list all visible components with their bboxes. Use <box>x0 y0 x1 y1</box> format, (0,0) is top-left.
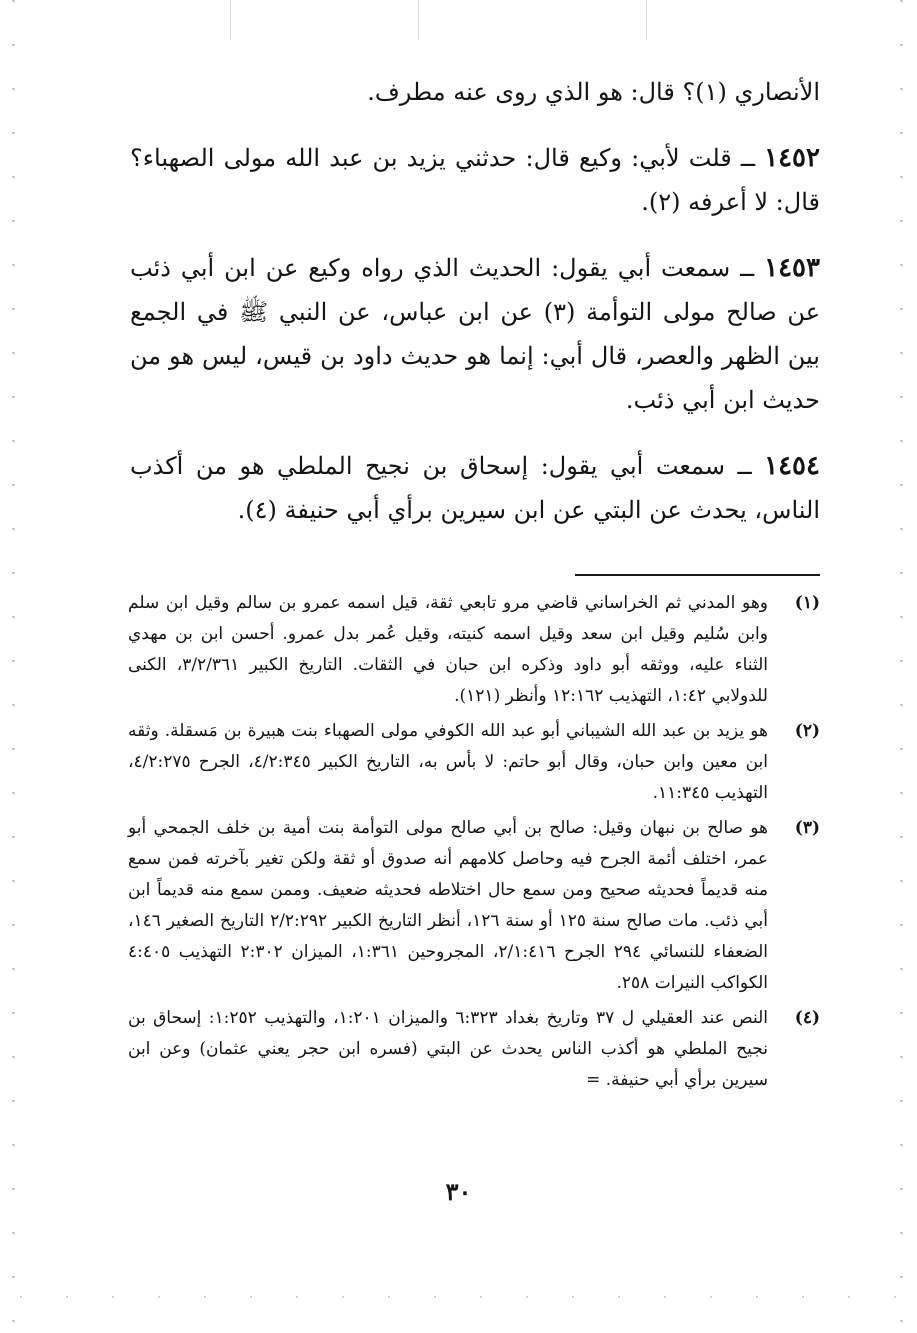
main-text <box>130 70 820 554</box>
entry-number: ١٤٥٣ <box>764 253 820 283</box>
footnote-mark: (١) <box>794 593 820 613</box>
footnote-mark: (٢) <box>794 721 820 741</box>
footnote-text: هو صالح بن نبهان وقيل: صالح بن أبي صالح مولى التوأمة بنت أمية بن خلف الجمحي أبو عمر، اختلف أئمة الجرح فيه وحاصل كلامهم أنه صدوق أو ثقة ولكن تغير بآخرته فمن سمع منه قديماً فحديثه صحيح ومن سمع حال اختلاطه فحديثه ضعيف. وممن سمع منه قديماً ابن أبي ذئب. مات صالح سنة ١٢٥ أو سنة ١٢٦، أنظر التاريخ الكبير ٢/٢:٢٩٢ التاريخ الصغير ١٤٦، الضعفاء للنسائي ٢٩٤ الجرح ٢/١:٤١٦، المجروحين ١:٣٦١، الميزان ٢:٣٠٢ التهذيب ٤:٤٠٥ الكواكب النيرات ٢٥٨. <box>128 818 769 993</box>
footnote-1 <box>128 588 820 712</box>
footnote-mark: (٣) <box>794 818 820 838</box>
footnote-2 <box>128 716 820 809</box>
footnote-text: هو يزيد بن عبد الله الشيباني أبو عبد الله الكوفي مولى الصهباء بنت هبيرة بن مَسقلة. وثقه ابن معين وابن حبان، وقال أبو حاتم: لا بأس به، التاريخ الكبير ٤/٢:٣٤٥، الجرح ٤/٢:٢٧٥، التهذيب ١١:٣٤٥. <box>128 721 768 803</box>
footnote-divider <box>575 574 820 576</box>
entry-1452 <box>130 136 820 224</box>
footnotes <box>128 588 820 1100</box>
entry-text: سمعت أبي يقول: إسحاق بن نجيح الملطي هو من أكذب الناس، يحدث عن البتي عن ابن سيرين برأي أبي حنيفة (٤). <box>130 452 820 524</box>
entry-number: ١٤٥٢ <box>764 143 820 173</box>
entry-1453 <box>130 246 820 422</box>
footnote-4 <box>128 1003 820 1096</box>
footnote-mark: (٤) <box>794 1008 820 1028</box>
footnote-3 <box>128 813 820 999</box>
entry-dash: ــ <box>740 254 755 282</box>
entry-text: سمعت أبي يقول: الحديث الذي رواه وكيع عن ابن أبي ذئب عن صالح مولى التوأمة (٣) عن ابن عباس، عن النبي ﷺ في الجمع بين الظهر والعصر، قال أبي: إنما هو حديث داود بن قيس، ليس هو من حديث ابن أبي ذئب. <box>130 254 821 414</box>
footnote-text: النص عند العقيلي ل ٣٧ وتاريخ بغداد ٦:٣٢٣ والميزان ١:٢٠١، والتهذيب ١:٢٥٢: إسحاق بن نجيح الملطي هو أكذب الناس يحدث عن البتي (فسره ابن حجر يعني عثمان) وعن ابن سيرين برأي أبي حنيفة. = <box>128 1008 768 1090</box>
continuation-line: الأنصاري (١)؟ قال: هو الذي روى عنه مطرف. <box>367 78 820 106</box>
page-number: ٣٠ <box>445 1177 472 1206</box>
entry-1454 <box>130 444 820 532</box>
entry-dash: ــ <box>740 144 755 172</box>
entry-text: قلت لأبي: وكيع قال: حدثني يزيد بن عبد الله مولى الصهباء؟ قال: لا أعرفه (٢). <box>130 144 820 216</box>
entry-dash: ــ <box>737 452 752 480</box>
entry-number: ١٤٥٤ <box>764 451 820 481</box>
footnote-text: وهو المدني ثم الخراساني قاضي مرو تابعي ثقة، قيل اسمه عمرو بن سالم وقيل ابن سلم وابن سُليم وقيل ابن سعد وقيل اسمه كنيته، وقيل عُمر بدل عمرو. أحسن ابن بن مهدي الثناء عليه، ووثقه أبو داود وذكره ابن حبان في الثقات. التاريخ الكبير ٣/٢/٣٦١، الكنى للدولابي ١:٤٢، التهذيب ١٢:١٦٢ وأنظر (١٢١). <box>128 593 768 706</box>
